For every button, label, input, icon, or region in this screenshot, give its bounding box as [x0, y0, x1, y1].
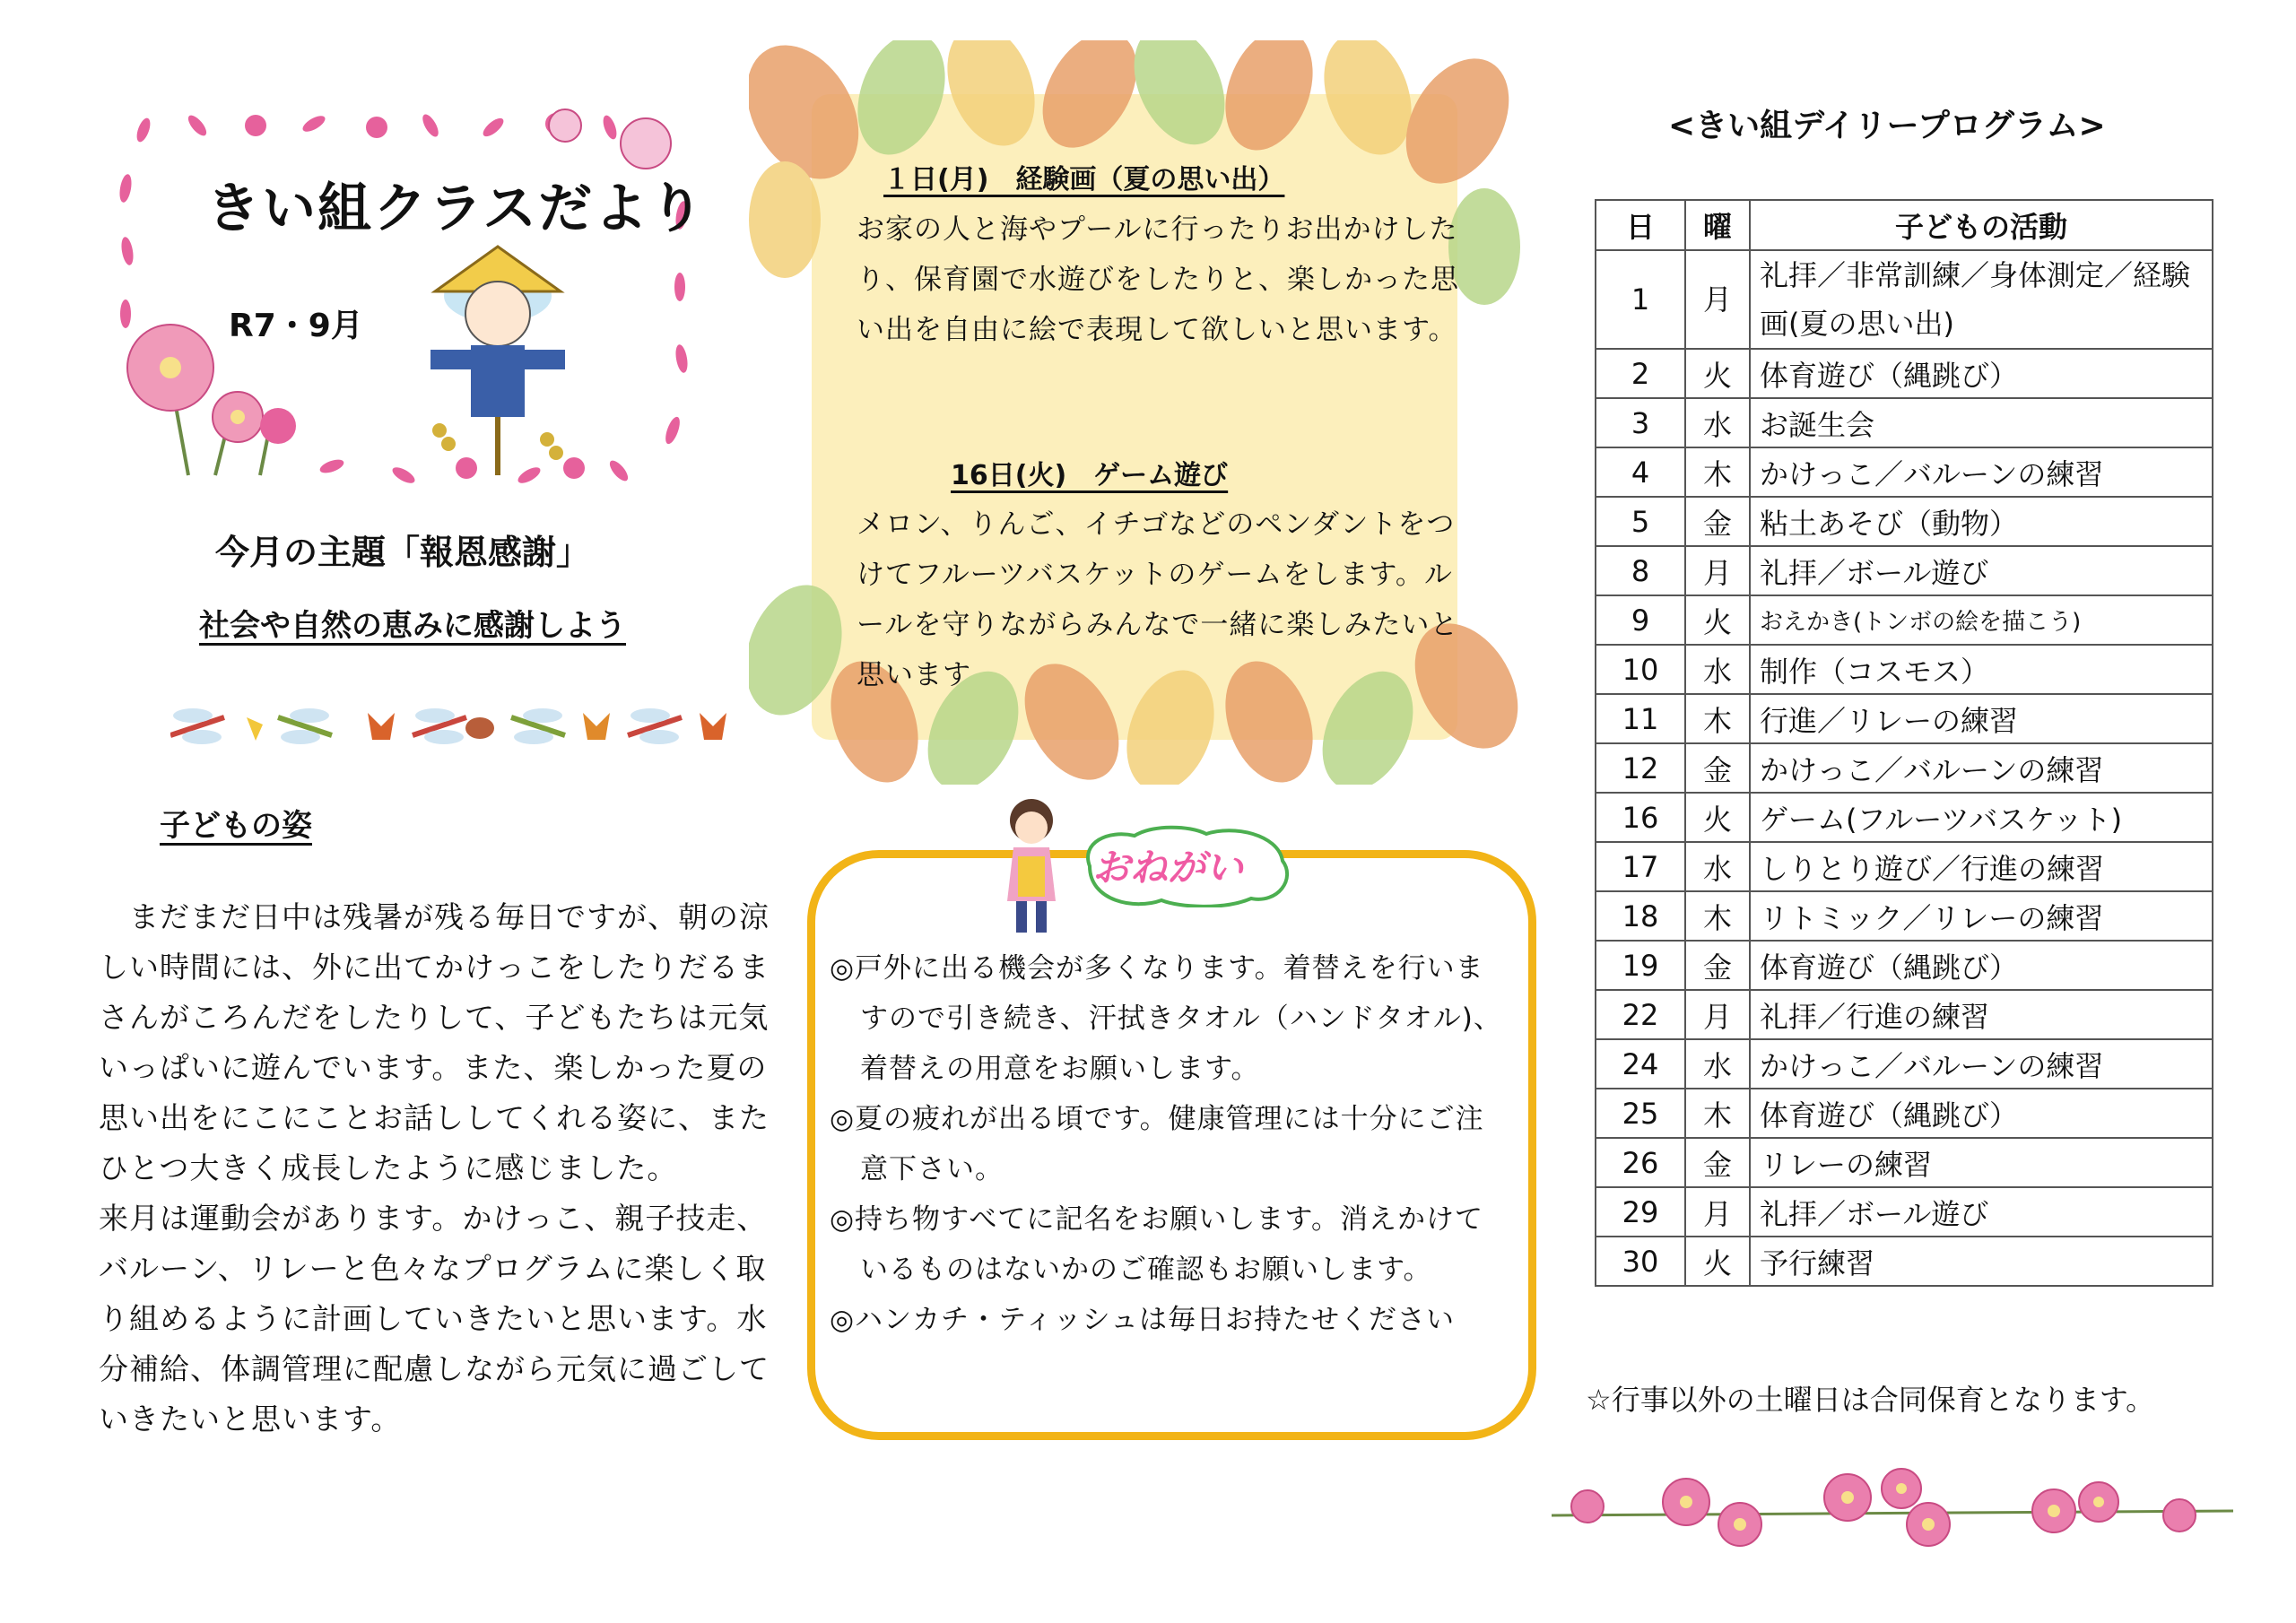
event-1-body: お家の人と海やプールに行ったりお出かけしたり、保育園で水遊びをしたりと、楽しかった思い出を自由に絵で表現して欲しいと思います。: [857, 213, 1459, 346]
schedule-weekday: 火: [1685, 595, 1750, 645]
schedule-weekday: 金: [1685, 941, 1750, 990]
schedule-activity: お誕生会: [1750, 398, 2213, 447]
schedule-day: 1: [1596, 250, 1685, 349]
schedule-row: [1596, 595, 2213, 645]
schedule-row: [1596, 891, 2213, 941]
schedule-row: [1596, 793, 2213, 842]
schedule-activity: 制作（コスモス）: [1750, 645, 2213, 694]
event-2-title: 16日(火) ゲーム遊び: [951, 460, 1229, 491]
schedule-activity: かけっこ／バルーンの練習: [1750, 743, 2213, 793]
event-1-title: １日(月) 経験画（夏の思い出）: [883, 164, 1285, 195]
schedule-heading: <きい組デイリープログラム>: [1668, 108, 2106, 144]
schedule-day: 10: [1596, 645, 1685, 694]
event-2-body: メロン、りんご、イチゴなどのペンダントをつけてフルーツバスケットのゲームをします。ルールを守りながらみんなで一緒に楽しみたいと思います: [857, 508, 1459, 691]
bowing-girl-illustration: [991, 794, 1072, 937]
schedule-day: 17: [1596, 842, 1685, 891]
schedule-row: [1596, 842, 2213, 891]
request-item-4: ◎ハンカチ・ティッシュは毎日お持たせください: [830, 1304, 1455, 1336]
schedule-row: [1596, 1089, 2213, 1138]
schedule-weekday: 月: [1685, 250, 1750, 349]
schedule-weekday: 金: [1685, 1138, 1750, 1187]
monthly-subtheme: 社会や自然の恵みに感謝しよう: [199, 608, 626, 644]
schedule-weekday: 水: [1685, 1039, 1750, 1089]
col-header-weekday: 曜: [1685, 200, 1750, 250]
schedule-day: 12: [1596, 743, 1685, 793]
schedule-body: [1596, 250, 2213, 1286]
request-item-3: ◎持ち物すべてに記名をお願いします。消えかけているものはないかのご確認もお願いします。: [830, 1203, 1483, 1286]
schedule-activity: かけっこ／バルーンの練習: [1750, 1039, 2213, 1089]
schedule-activity: 礼拝／ボール遊び: [1750, 1187, 2213, 1237]
schedule-weekday: 月: [1685, 1187, 1750, 1237]
schedule-day: 3: [1596, 398, 1685, 447]
children-section-heading: 子どもの姿: [160, 808, 312, 844]
children-section-body: [99, 892, 771, 1445]
schedule-weekday: 木: [1685, 891, 1750, 941]
schedule-row: [1596, 1237, 2213, 1286]
schedule-day: 4: [1596, 447, 1685, 497]
schedule-weekday: 火: [1685, 793, 1750, 842]
schedule-row: [1596, 497, 2213, 546]
schedule-activity: 体育遊び（縄跳び）: [1750, 1089, 2213, 1138]
schedule-row: [1596, 349, 2213, 398]
schedule-activity: リレーの練習: [1750, 1138, 2213, 1187]
schedule-weekday: 水: [1685, 842, 1750, 891]
schedule-day: 9: [1596, 595, 1685, 645]
schedule-row: [1596, 1138, 2213, 1187]
schedule-weekday: 木: [1685, 447, 1750, 497]
schedule-activity: リトミック／リレーの練習: [1750, 891, 2213, 941]
schedule-row: [1596, 447, 2213, 497]
schedule-weekday: 水: [1685, 645, 1750, 694]
schedule-day: 11: [1596, 694, 1685, 743]
schedule-weekday: 木: [1685, 694, 1750, 743]
cosmos-flowers-illustration: [1552, 1462, 2233, 1560]
schedule-activity: しりとり遊び／行進の練習: [1750, 842, 2213, 891]
schedule-header-row: [1596, 200, 2213, 250]
schedule-row: [1596, 645, 2213, 694]
schedule-day: 8: [1596, 546, 1685, 595]
schedule-activity: 行進／リレーの練習: [1750, 694, 2213, 743]
schedule-day: 16: [1596, 793, 1685, 842]
schedule-activity: 礼拝／ボール遊び: [1750, 546, 2213, 595]
request-item-1: ◎戸外に出る機会が多くなります。着替えを行いますので引き続き、汗拭きタオル（ハンドタオル)、着替えの用意をお願いします。: [830, 952, 1502, 1085]
request-list: [830, 943, 1511, 1345]
schedule-day: 19: [1596, 941, 1685, 990]
schedule-weekday: 火: [1685, 1237, 1750, 1286]
schedule-weekday: 月: [1685, 546, 1750, 595]
schedule-day: 2: [1596, 349, 1685, 398]
dragonfly-row-illustration: [170, 690, 726, 762]
schedule-table: [1595, 199, 2213, 1287]
newsletter-title: きい組クラスだより: [206, 178, 706, 240]
schedule-row: [1596, 990, 2213, 1039]
request-item-2: ◎夏の疲れが出る頃です。健康管理には十分にご注意下さい。: [830, 1103, 1484, 1185]
issue-date: R7・9月: [229, 308, 363, 344]
schedule-activity: 礼拝／行進の練習: [1750, 990, 2213, 1039]
schedule-activity: ゲーム(フルーツバスケット): [1750, 793, 2213, 842]
children-paragraph-2: 来月は運動会があります。かけっこ、親子技走、バルーン、リレーと色々なプログラムに楽しく取り組めるように計画していきたいと思います。水分補給、体調管理に配慮しながら元気に過ごしていきたいと思います。: [99, 1201, 770, 1436]
schedule-day: 5: [1596, 497, 1685, 546]
schedule-day: 24: [1596, 1039, 1685, 1089]
schedule-row: [1596, 546, 2213, 595]
schedule-day: 22: [1596, 990, 1685, 1039]
schedule-weekday: 水: [1685, 398, 1750, 447]
schedule-row: [1596, 941, 2213, 990]
schedule-activity: 体育遊び（縄跳び）: [1750, 349, 2213, 398]
schedule-weekday: 金: [1685, 743, 1750, 793]
col-header-activity: 子どもの活動: [1750, 200, 2213, 250]
schedule-row: [1596, 250, 2213, 349]
schedule-activity: 粘土あそび（動物）: [1750, 497, 2213, 546]
schedule-activity: かけっこ／バルーンの練習: [1750, 447, 2213, 497]
schedule-day: 25: [1596, 1089, 1685, 1138]
schedule-activity: 予行練習: [1750, 1237, 2213, 1286]
schedule-day: 18: [1596, 891, 1685, 941]
schedule-weekday: 月: [1685, 990, 1750, 1039]
request-label: おねがい: [1092, 846, 1244, 890]
schedule-activity: 礼拝／非常訓練／身体測定／経験画(夏の思い出): [1750, 250, 2213, 349]
monthly-theme: 今月の主題「報恩感謝」: [215, 533, 591, 572]
schedule-day: 30: [1596, 1237, 1685, 1286]
schedule-day: 26: [1596, 1138, 1685, 1187]
schedule-activity: おえかき(トンボの絵を描こう): [1750, 595, 2213, 645]
schedule-row: [1596, 694, 2213, 743]
schedule-row: [1596, 398, 2213, 447]
schedule-row: [1596, 743, 2213, 793]
schedule-weekday: 木: [1685, 1089, 1750, 1138]
col-header-day: 日: [1596, 200, 1685, 250]
schedule-footnote: ☆行事以外の土曜日は合同保育となります。: [1586, 1383, 2155, 1417]
schedule-day: 29: [1596, 1187, 1685, 1237]
schedule-row: [1596, 1039, 2213, 1089]
children-paragraph-1: まだまだ日中は残暑が残る毎日ですが、朝の涼しい時間には、外に出てかけっこをしたりだるまさんがころんだをしたりして、子どもたちは元気いっぱいに遊んでいます。また、楽しかった夏の思い出をにこにことお話ししてくれる姿に、またひとつ大きく成長したように感じました。: [99, 899, 770, 1185]
schedule-activity: 体育遊び（縄跳び）: [1750, 941, 2213, 990]
schedule-weekday: 火: [1685, 349, 1750, 398]
schedule-row: [1596, 1187, 2213, 1237]
schedule-weekday: 金: [1685, 497, 1750, 546]
